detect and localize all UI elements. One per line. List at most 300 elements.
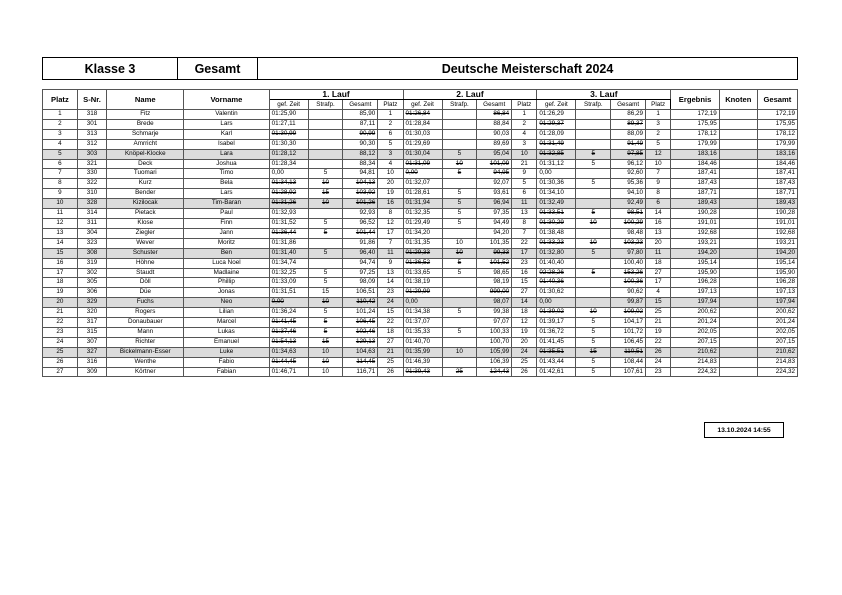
cell-l3-gesamt: 110,51 bbox=[611, 347, 646, 357]
cell-l3-strafp bbox=[576, 110, 611, 120]
cell-l2-strafp bbox=[442, 129, 477, 139]
cell-l2-strafp bbox=[442, 337, 477, 347]
col-header-l1-strafp: Strafp. bbox=[308, 100, 343, 110]
cell-l3-platz: 27 bbox=[645, 268, 670, 278]
cell-name: Ziegler bbox=[107, 228, 184, 238]
cell-knoten bbox=[719, 238, 757, 248]
col-header-l3-strafp: Strafp. bbox=[576, 100, 611, 110]
cell-knoten bbox=[719, 318, 757, 328]
cell-l3-platz: 4 bbox=[645, 288, 670, 298]
cell-l2-strafp bbox=[442, 357, 477, 367]
col-header-lauf3: 3. Lauf bbox=[537, 90, 671, 100]
cell-gesamt: 187,43 bbox=[757, 179, 797, 189]
cell-l1-platz: 20 bbox=[378, 179, 403, 189]
cell-vorname: Fabio bbox=[184, 357, 269, 367]
cell-l3-strafp: 15 bbox=[576, 347, 611, 357]
cell-l3-strafp bbox=[576, 129, 611, 139]
cell-l1-zeit: 01:28,92 bbox=[269, 189, 308, 199]
cell-name: Deck bbox=[107, 159, 184, 169]
cell-l2-zeit: 01:32,07 bbox=[403, 179, 442, 189]
cell-gesamt: 193,21 bbox=[757, 238, 797, 248]
cell-l3-strafp bbox=[576, 189, 611, 199]
cell-l1-zeit: 01:32,25 bbox=[269, 268, 308, 278]
cell-ergebnis: 202,05 bbox=[671, 327, 719, 337]
cell-l1-zeit: 01:34,74 bbox=[269, 258, 308, 268]
cell-l1-platz: 18 bbox=[378, 327, 403, 337]
cell-l3-strafp bbox=[576, 288, 611, 298]
cell-l3-gesamt: 106,45 bbox=[611, 337, 646, 347]
cell-l2-strafp: 5 bbox=[442, 308, 477, 318]
cell-knoten bbox=[719, 268, 757, 278]
cell-l1-platz: 26 bbox=[378, 367, 403, 377]
cell-l2-gesamt: 97,35 bbox=[477, 209, 512, 219]
cell-vorname: Joshua bbox=[184, 159, 269, 169]
cell-vorname: Fabian bbox=[184, 367, 269, 377]
cell-platz: 22 bbox=[43, 318, 78, 328]
table-row bbox=[43, 367, 798, 377]
table-row bbox=[43, 139, 798, 149]
cell-l2-platz: 7 bbox=[512, 228, 537, 238]
cell-l2-zeit: 01:29,49 bbox=[403, 218, 442, 228]
cell-platz: 15 bbox=[43, 248, 78, 258]
cell-l3-zeit: 01:40,36 bbox=[537, 278, 576, 288]
cell-l2-platz: 19 bbox=[512, 327, 537, 337]
table-row bbox=[43, 199, 798, 209]
cell-l2-platz: 8 bbox=[512, 218, 537, 228]
cell-knoten bbox=[719, 199, 757, 209]
cell-snr: 318 bbox=[77, 110, 107, 120]
cell-platz: 1 bbox=[43, 110, 78, 120]
cell-l3-gesamt: 86,29 bbox=[611, 110, 646, 120]
cell-l1-gesamt: 106,45 bbox=[343, 318, 378, 328]
cell-gesamt: 192,68 bbox=[757, 228, 797, 238]
cell-l3-platz: 16 bbox=[645, 218, 670, 228]
cell-name: Höhne bbox=[107, 258, 184, 268]
cell-l3-platz: 9 bbox=[645, 179, 670, 189]
cell-l2-platz: 20 bbox=[512, 337, 537, 347]
cell-platz: 19 bbox=[43, 288, 78, 298]
cell-vorname: Jonas bbox=[184, 288, 269, 298]
cell-l3-platz: 21 bbox=[645, 318, 670, 328]
cell-l3-zeit: 0,00 bbox=[537, 169, 576, 179]
cell-l3-platz: 17 bbox=[645, 278, 670, 288]
cell-gesamt: 190,28 bbox=[757, 209, 797, 219]
cell-l3-strafp bbox=[576, 228, 611, 238]
cell-vorname: Luca Noel bbox=[184, 258, 269, 268]
cell-l3-gesamt: 100,40 bbox=[611, 258, 646, 268]
cell-l2-platz: 15 bbox=[512, 278, 537, 288]
cell-ergebnis: 179,99 bbox=[671, 139, 719, 149]
cell-l2-platz: 26 bbox=[512, 367, 537, 377]
cell-l3-platz: 23 bbox=[645, 367, 670, 377]
cell-ergebnis: 183,16 bbox=[671, 149, 719, 159]
cell-l1-platz: 10 bbox=[378, 169, 403, 179]
cell-knoten bbox=[719, 367, 757, 377]
cell-snr: 327 bbox=[77, 347, 107, 357]
cell-l2-strafp bbox=[442, 179, 477, 189]
cell-platz: 24 bbox=[43, 337, 78, 347]
cell-snr: 322 bbox=[77, 179, 107, 189]
header-box bbox=[42, 57, 798, 80]
cell-l2-strafp bbox=[442, 318, 477, 328]
cell-platz: 21 bbox=[43, 308, 78, 318]
cell-l1-strafp: 5 bbox=[308, 327, 343, 337]
cell-l2-strafp bbox=[442, 139, 477, 149]
results-table bbox=[42, 89, 798, 377]
cell-l2-strafp: 5 bbox=[442, 199, 477, 209]
col-header-lauf2: 2. Lauf bbox=[403, 90, 537, 100]
cell-l2-platz: 16 bbox=[512, 268, 537, 278]
cell-l3-gesamt: 101,72 bbox=[611, 327, 646, 337]
cell-l2-gesamt: 100,33 bbox=[477, 327, 512, 337]
cell-l1-zeit: 01:46,71 bbox=[269, 367, 308, 377]
cell-l2-gesamt: 999,00 bbox=[477, 288, 512, 298]
cell-l3-zeit: 01:38,48 bbox=[537, 228, 576, 238]
cell-ergebnis: 194,20 bbox=[671, 248, 719, 258]
cell-l1-strafp: 5 bbox=[308, 278, 343, 288]
cell-vorname: Emanuel bbox=[184, 337, 269, 347]
cell-l1-zeit: 01:31,86 bbox=[269, 238, 308, 248]
cell-l3-zeit: 01:28,09 bbox=[537, 129, 576, 139]
cell-l3-strafp: 5 bbox=[576, 159, 611, 169]
cell-l1-platz: 11 bbox=[378, 248, 403, 258]
table-row bbox=[43, 347, 798, 357]
cell-l1-platz: 15 bbox=[378, 308, 403, 318]
cell-l1-platz: 22 bbox=[378, 318, 403, 328]
cell-vorname: Karl bbox=[184, 129, 269, 139]
cell-l1-platz: 5 bbox=[378, 139, 403, 149]
cell-l1-platz: 1 bbox=[378, 110, 403, 120]
table-row bbox=[43, 238, 798, 248]
cell-platz: 10 bbox=[43, 199, 78, 209]
cell-l1-platz: 16 bbox=[378, 199, 403, 209]
cell-l1-platz: 21 bbox=[378, 347, 403, 357]
cell-name: Richter bbox=[107, 337, 184, 347]
cell-l1-gesamt: 129,13 bbox=[343, 337, 378, 347]
cell-l2-gesamt: 100,70 bbox=[477, 337, 512, 347]
cell-l3-gesamt: 153,26 bbox=[611, 268, 646, 278]
cell-l1-zeit: 01:36,44 bbox=[269, 228, 308, 238]
cell-vorname: Luke bbox=[184, 347, 269, 357]
cell-l3-gesamt: 104,17 bbox=[611, 318, 646, 328]
cell-l3-strafp: 5 bbox=[576, 367, 611, 377]
cell-knoten bbox=[719, 308, 757, 318]
cell-l1-platz: 24 bbox=[378, 298, 403, 308]
cell-l1-strafp: 10 bbox=[308, 179, 343, 189]
cell-platz: 17 bbox=[43, 268, 78, 278]
cell-l3-platz: 10 bbox=[645, 159, 670, 169]
cell-snr: 311 bbox=[77, 218, 107, 228]
cell-knoten bbox=[719, 129, 757, 139]
cell-vorname: Jann bbox=[184, 228, 269, 238]
cell-l2-zeit: 01:46,39 bbox=[403, 357, 442, 367]
cell-l1-zeit: 01:44,45 bbox=[269, 357, 308, 367]
cell-l1-zeit: 01:30,30 bbox=[269, 139, 308, 149]
cell-knoten bbox=[719, 337, 757, 347]
col-header-l2-zeit: gef. Zeit bbox=[403, 100, 442, 110]
cell-l1-strafp bbox=[308, 119, 343, 129]
cell-l3-gesamt: 107,61 bbox=[611, 367, 646, 377]
cell-l1-strafp bbox=[308, 129, 343, 139]
cell-l1-platz: 4 bbox=[378, 159, 403, 169]
table-row bbox=[43, 278, 798, 288]
cell-l2-zeit: 01:30,03 bbox=[403, 129, 442, 139]
cell-l2-gesamt: 95,04 bbox=[477, 149, 512, 159]
cell-l3-strafp: 5 bbox=[576, 149, 611, 159]
table-row bbox=[43, 110, 798, 120]
cell-ergebnis: 195,90 bbox=[671, 268, 719, 278]
cell-l3-platz: 8 bbox=[645, 189, 670, 199]
cell-l1-platz: 13 bbox=[378, 268, 403, 278]
cell-l2-platz: 23 bbox=[512, 258, 537, 268]
cell-l2-gesamt: 96,94 bbox=[477, 199, 512, 209]
cell-l2-strafp: 10 bbox=[442, 159, 477, 169]
cell-l3-gesamt: 89,37 bbox=[611, 119, 646, 129]
cell-ergebnis: 175,95 bbox=[671, 119, 719, 129]
cell-l3-gesamt: 99,87 bbox=[611, 298, 646, 308]
cell-l3-zeit: 01:26,29 bbox=[537, 110, 576, 120]
cell-l2-zeit: 01:35,99 bbox=[403, 347, 442, 357]
cell-l1-strafp bbox=[308, 209, 343, 219]
cell-l3-zeit: 01:33,23 bbox=[537, 238, 576, 248]
cell-l1-strafp bbox=[308, 238, 343, 248]
cell-ergebnis: 196,28 bbox=[671, 278, 719, 288]
overall-label: Gesamt bbox=[178, 58, 258, 79]
cell-l1-gesamt: 94,81 bbox=[343, 169, 378, 179]
cell-l1-zeit: 01:54,13 bbox=[269, 337, 308, 347]
cell-l2-strafp: 5 bbox=[442, 268, 477, 278]
cell-l1-gesamt: 97,25 bbox=[343, 268, 378, 278]
cell-l1-gesamt: 114,45 bbox=[343, 357, 378, 367]
cell-l2-strafp: 5 bbox=[442, 327, 477, 337]
cell-vorname: Lukas bbox=[184, 327, 269, 337]
cell-l1-zeit: 01:34,13 bbox=[269, 179, 308, 189]
cell-name: Tuomari bbox=[107, 169, 184, 179]
cell-l1-gesamt: 104,63 bbox=[343, 347, 378, 357]
cell-gesamt: 187,41 bbox=[757, 169, 797, 179]
cell-l3-strafp: 5 bbox=[576, 268, 611, 278]
cell-gesamt: 224,32 bbox=[757, 367, 797, 377]
cell-snr: 301 bbox=[77, 119, 107, 129]
cell-l1-zeit: 01:30,99 bbox=[269, 129, 308, 139]
cell-platz: 9 bbox=[43, 189, 78, 199]
cell-gesamt: 191,01 bbox=[757, 218, 797, 228]
cell-ergebnis: 214,83 bbox=[671, 357, 719, 367]
cell-ergebnis: 178,12 bbox=[671, 129, 719, 139]
cell-l1-strafp: 10 bbox=[308, 357, 343, 367]
cell-name: Knöpel-Klocke bbox=[107, 149, 184, 159]
table-row bbox=[43, 288, 798, 298]
cell-l3-gesamt: 98,48 bbox=[611, 228, 646, 238]
cell-name: Körtner bbox=[107, 367, 184, 377]
cell-knoten bbox=[719, 298, 757, 308]
cell-l3-platz: 14 bbox=[645, 209, 670, 219]
table-row bbox=[43, 308, 798, 318]
cell-l2-zeit: 01:34,20 bbox=[403, 228, 442, 238]
cell-l1-platz: 2 bbox=[378, 119, 403, 129]
cell-l2-zeit: 01:28,84 bbox=[403, 119, 442, 129]
cell-ergebnis: 187,71 bbox=[671, 189, 719, 199]
col-header-snr: S-Nr. bbox=[77, 90, 107, 110]
cell-l1-platz: 12 bbox=[378, 218, 403, 228]
cell-l2-strafp: 10 bbox=[442, 248, 477, 258]
cell-l2-gesamt: 99,38 bbox=[477, 308, 512, 318]
cell-l2-platz: 5 bbox=[512, 179, 537, 189]
cell-snr: 314 bbox=[77, 209, 107, 219]
cell-l1-zeit: 0,00 bbox=[269, 298, 308, 308]
cell-ergebnis: 172,19 bbox=[671, 110, 719, 120]
cell-l3-zeit: 01:32,85 bbox=[537, 149, 576, 159]
cell-name: Kizilocak bbox=[107, 199, 184, 209]
cell-gesamt: 201,24 bbox=[757, 318, 797, 328]
cell-l3-platz: 26 bbox=[645, 347, 670, 357]
cell-l2-gesamt: 94,20 bbox=[477, 228, 512, 238]
cell-platz: 12 bbox=[43, 218, 78, 228]
col-header-l3-zeit: gef. Zeit bbox=[537, 100, 576, 110]
cell-vorname: Paul bbox=[184, 209, 269, 219]
cell-knoten bbox=[719, 228, 757, 238]
col-header-l1-gesamt: Gesamt bbox=[343, 100, 378, 110]
cell-knoten bbox=[719, 189, 757, 199]
cell-l1-gesamt: 101,44 bbox=[343, 228, 378, 238]
cell-gesamt: 184,46 bbox=[757, 159, 797, 169]
cell-l2-platz: 27 bbox=[512, 288, 537, 298]
cell-snr: 319 bbox=[77, 258, 107, 268]
cell-l3-platz: 22 bbox=[645, 337, 670, 347]
cell-l1-platz: 7 bbox=[378, 238, 403, 248]
table-row bbox=[43, 258, 798, 268]
cell-gesamt: 214,83 bbox=[757, 357, 797, 367]
col-header-lauf1: 1. Lauf bbox=[269, 90, 403, 100]
table-row bbox=[43, 337, 798, 347]
timestamp: 13.10.2024 14:55 bbox=[704, 422, 784, 438]
cell-vorname: Tim-Baran bbox=[184, 199, 269, 209]
cell-name: Klose bbox=[107, 218, 184, 228]
cell-l2-zeit: 01:31,35 bbox=[403, 238, 442, 248]
cell-vorname: Phillip bbox=[184, 278, 269, 288]
cell-l1-strafp: 5 bbox=[308, 169, 343, 179]
cell-ergebnis: 187,43 bbox=[671, 179, 719, 189]
col-header-l1-zeit: gef. Zeit bbox=[269, 100, 308, 110]
cell-name: Bickelmann-Esser bbox=[107, 347, 184, 357]
cell-gesamt: 202,05 bbox=[757, 327, 797, 337]
cell-ergebnis: 197,13 bbox=[671, 288, 719, 298]
cell-platz: 26 bbox=[43, 357, 78, 367]
cell-snr: 316 bbox=[77, 357, 107, 367]
cell-vorname: Lara bbox=[184, 149, 269, 159]
cell-l1-zeit: 01:28,12 bbox=[269, 149, 308, 159]
cell-knoten bbox=[719, 357, 757, 367]
col-header-vorname: Vorname bbox=[184, 90, 269, 110]
cell-l3-zeit: 01:43,44 bbox=[537, 357, 576, 367]
cell-l3-zeit: 01:39,02 bbox=[537, 308, 576, 318]
cell-l2-strafp bbox=[442, 298, 477, 308]
cell-l3-platz: 7 bbox=[645, 169, 670, 179]
cell-l2-zeit: 01:39,43 bbox=[403, 367, 442, 377]
cell-l2-zeit: 01:30,04 bbox=[403, 149, 442, 159]
cell-snr: 309 bbox=[77, 367, 107, 377]
cell-l2-gesamt: 101,52 bbox=[477, 258, 512, 268]
cell-vorname: Lars bbox=[184, 189, 269, 199]
cell-l1-strafp: 10 bbox=[308, 199, 343, 209]
cell-l3-platz: 13 bbox=[645, 228, 670, 238]
cell-name: Donaubauer bbox=[107, 318, 184, 328]
cell-l3-gesamt: 98,51 bbox=[611, 209, 646, 219]
cell-gesamt: 178,12 bbox=[757, 129, 797, 139]
table-row bbox=[43, 357, 798, 367]
table-row bbox=[43, 268, 798, 278]
cell-l3-zeit: 01:33,51 bbox=[537, 209, 576, 219]
table-row bbox=[43, 149, 798, 159]
cell-l3-gesamt: 96,12 bbox=[611, 159, 646, 169]
cell-name: Fitz bbox=[107, 110, 184, 120]
cell-l2-gesamt: 92,07 bbox=[477, 179, 512, 189]
cell-gesamt: 195,90 bbox=[757, 268, 797, 278]
cell-l3-zeit: 01:35,51 bbox=[537, 347, 576, 357]
col-header-l2-strafp: Strafp. bbox=[442, 100, 477, 110]
cell-l3-strafp: 10 bbox=[576, 218, 611, 228]
cell-l2-strafp: 5 bbox=[442, 218, 477, 228]
cell-snr: 312 bbox=[77, 139, 107, 149]
cell-l1-platz: 6 bbox=[378, 129, 403, 139]
cell-l2-strafp bbox=[442, 288, 477, 298]
cell-l1-gesamt: 101,26 bbox=[343, 199, 378, 209]
cell-ergebnis: 192,68 bbox=[671, 228, 719, 238]
cell-l1-gesamt: 96,40 bbox=[343, 248, 378, 258]
table-row bbox=[43, 119, 798, 129]
cell-l3-zeit: 01:36,72 bbox=[537, 327, 576, 337]
cell-l3-strafp: 5 bbox=[576, 327, 611, 337]
cell-l2-platz: 14 bbox=[512, 298, 537, 308]
cell-l3-strafp: 5 bbox=[576, 209, 611, 219]
cell-l3-platz: 20 bbox=[645, 238, 670, 248]
cell-name: Fuchs bbox=[107, 298, 184, 308]
cell-l3-platz: 12 bbox=[645, 149, 670, 159]
cell-l1-zeit: 01:28,34 bbox=[269, 159, 308, 169]
cell-platz: 23 bbox=[43, 327, 78, 337]
cell-ergebnis: 187,41 bbox=[671, 169, 719, 179]
cell-ergebnis: 189,43 bbox=[671, 199, 719, 209]
cell-l3-strafp bbox=[576, 258, 611, 268]
cell-snr: 329 bbox=[77, 298, 107, 308]
table-row bbox=[43, 327, 798, 337]
col-header-l3-gesamt: Gesamt bbox=[611, 100, 646, 110]
cell-l3-strafp: 5 bbox=[576, 179, 611, 189]
cell-l2-gesamt: 94,49 bbox=[477, 218, 512, 228]
cell-l2-strafp: 5 bbox=[442, 258, 477, 268]
cell-l3-gesamt: 97,80 bbox=[611, 248, 646, 258]
cell-l2-platz: 17 bbox=[512, 248, 537, 258]
cell-platz: 27 bbox=[43, 367, 78, 377]
cell-l2-zeit: 01:32,35 bbox=[403, 209, 442, 219]
cell-l2-gesamt: 106,39 bbox=[477, 357, 512, 367]
cell-snr: 307 bbox=[77, 337, 107, 347]
cell-l2-strafp: 25 bbox=[442, 367, 477, 377]
col-header-l3-platz: Platz bbox=[645, 100, 670, 110]
cell-l2-strafp: 5 bbox=[442, 209, 477, 219]
col-header-platz: Platz bbox=[43, 90, 78, 110]
cell-vorname: Madlaine bbox=[184, 268, 269, 278]
cell-l1-gesamt: 102,46 bbox=[343, 327, 378, 337]
table-row bbox=[43, 298, 798, 308]
cell-l3-platz: 3 bbox=[645, 119, 670, 129]
cell-gesamt: 196,28 bbox=[757, 278, 797, 288]
cell-l2-zeit: 01:29,69 bbox=[403, 139, 442, 149]
cell-l3-gesamt: 97,85 bbox=[611, 149, 646, 159]
cell-l2-zeit: 01:29,33 bbox=[403, 248, 442, 258]
cell-knoten bbox=[719, 149, 757, 159]
cell-l3-zeit: 01:30,29 bbox=[537, 218, 576, 228]
